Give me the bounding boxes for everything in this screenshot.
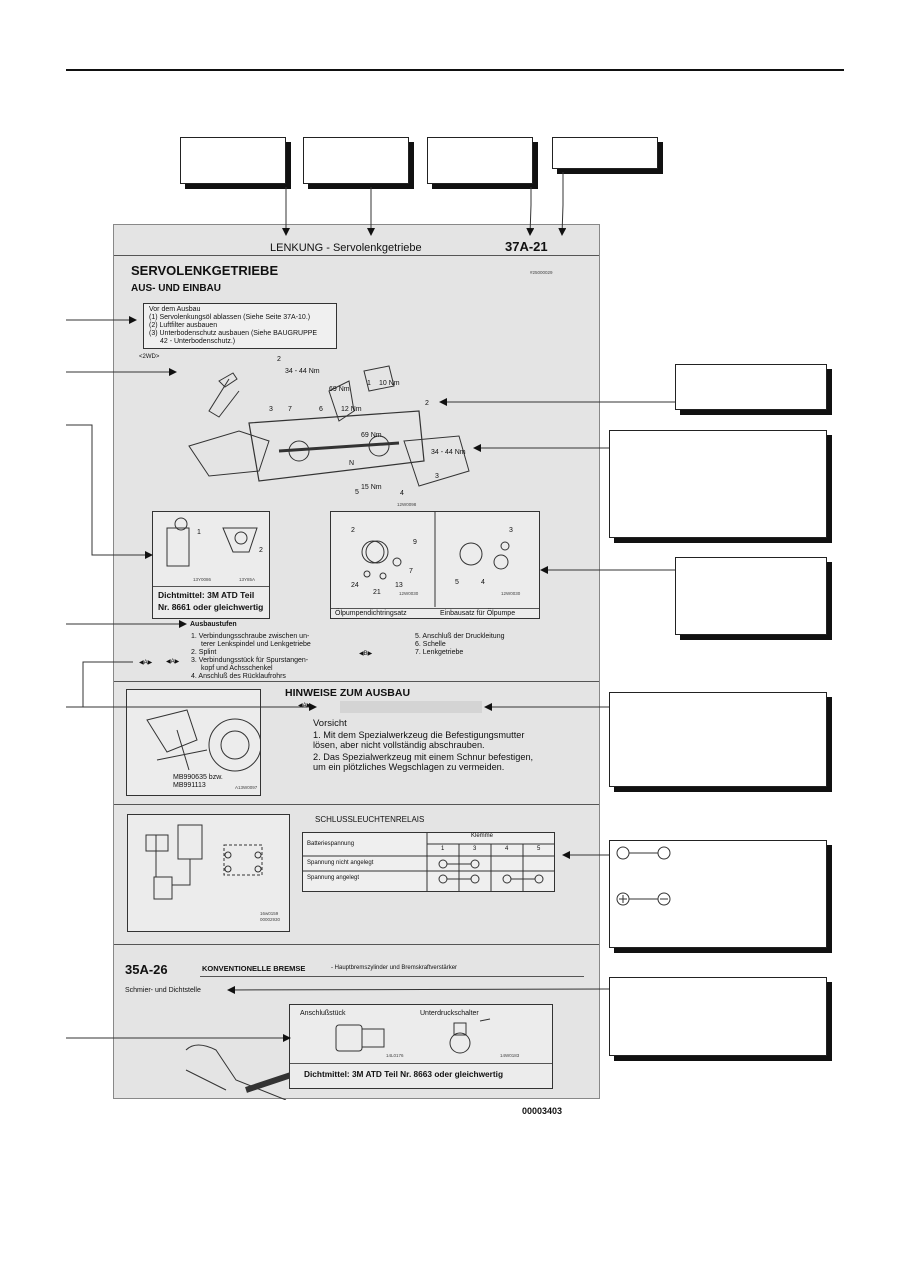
sealant-label-line2: Nr. 8661 oder gleichwertig: [158, 602, 264, 612]
removal-step: 6. Schelle: [415, 641, 446, 648]
before-removal-item: (1) Servolenkungsöl ablassen (Siehe Seite 37A-10.): [149, 314, 311, 321]
tool-code: A13W0097: [235, 785, 258, 790]
hints-item: 2. Das Spezialwerkzeug mit einem Schnur befestigen,: [313, 752, 534, 762]
diagram-label: 34 - 44 Nm: [431, 449, 466, 456]
relay-row-label: Spannung angelegt: [307, 875, 360, 881]
brake-subtitle: - Hauptbremszylinder und Bremskraftverstärker: [331, 965, 458, 971]
brake-sealant: Dichtmittel: 3M ATD Teil Nr. 8663 oder gleichwertig: [304, 1069, 504, 1079]
kit-number: 9: [413, 539, 417, 546]
kit-label-right: Einbausatz für Ölpumpe: [440, 610, 516, 617]
kit-label-left: Ölpumpendichtringsatz: [335, 610, 407, 617]
relay-terminal: 1: [441, 846, 445, 852]
kit-number: 5: [455, 579, 459, 586]
hints-marker: ◀A▶: [298, 703, 312, 709]
part-label-1: Anschlußstück: [300, 1010, 346, 1017]
svg-text:2: 2: [259, 547, 263, 554]
tool-number-1: MB990635 bzw.: [173, 774, 223, 781]
relay-row-label: Spannung nicht angelegt: [307, 860, 374, 866]
hints-item: 1. Mit dem Spezialwerkzeug die Befestigungsmutter: [313, 730, 525, 740]
removal-step: kopf und Achsschenkel: [201, 665, 273, 672]
diagram-label: 3: [435, 473, 439, 480]
marker-b: ◀B▶: [359, 651, 373, 657]
figure-number: 00003403: [522, 1106, 563, 1116]
relay-terminal: 5: [537, 846, 541, 852]
removal-step: 5. Anschluß der Druckleitung: [415, 633, 505, 640]
page-header-section: LENKUNG - Servolenkgetriebe: [270, 242, 422, 254]
diagram-label: 69 Nm: [361, 432, 382, 439]
diagram-label: 1: [367, 380, 371, 387]
diagram-label: 3: [269, 406, 273, 413]
kit-number: 7: [409, 568, 413, 575]
diagram-label: 34 - 44 Nm: [285, 368, 320, 375]
kit-code-left: 12W0030: [399, 591, 419, 596]
kit-number: 4: [481, 579, 485, 586]
svg-text:1: 1: [197, 529, 201, 536]
before-removal-item: (3) Unterbodenschutz ausbauen (Siehe BAUGRUPPE: [149, 330, 318, 337]
diagram-label: 4: [400, 490, 404, 497]
relay-code-1: 16w0159: [260, 911, 279, 916]
removal-step: 7. Lenkgetriebe: [415, 649, 464, 656]
relay-row-label: Batteriespannung: [307, 841, 355, 847]
kit-number: 3: [509, 527, 513, 534]
part-code-2: 14W0183: [500, 1053, 520, 1058]
relay-code-2: 00002930: [260, 917, 281, 922]
part-label-2: Unterdruckschalter: [420, 1010, 479, 1017]
diagram-label: 15 Nm: [361, 484, 382, 491]
marker-a: ◀A▶: [166, 659, 180, 665]
relay-terminal: 3: [473, 846, 477, 852]
removal-step: terer Lenkspindel und Lenkgetriebe: [201, 641, 311, 648]
lube-label: Schmier- und Dichtstelle: [125, 987, 201, 994]
kit-number: 2: [351, 527, 355, 534]
title-code: #25000029: [530, 270, 553, 275]
relay-terminal: 4: [505, 846, 509, 852]
brake-title: KONVENTIONELLE BREMSE: [202, 964, 306, 973]
before-removal-heading: Vor dem Ausbau: [149, 306, 201, 313]
removal-step: 3. Verbindungsstück für Spurstangen-: [191, 657, 309, 664]
sealant-label-line1: Dichtmittel: 3M ATD Teil: [158, 590, 255, 600]
hints-item: lösen, aber nicht vollständig abschrauben.: [313, 740, 485, 750]
hints-item: um ein plötzliches Wegschlagen zu vermeiden.: [313, 762, 505, 772]
kit-number: 13: [395, 582, 403, 589]
sealant-code-2: 13Y85A: [239, 577, 256, 582]
hints-heading: HINWEISE ZUM AUSBAU: [285, 687, 411, 699]
diagram-label: N: [349, 460, 355, 467]
diagram-label: 2: [277, 356, 281, 363]
diagram-label: 6: [319, 406, 323, 413]
diagram-code: 12W0098: [397, 502, 417, 507]
diagram-label: 5: [355, 489, 359, 496]
kit-number: 21: [373, 589, 381, 596]
sealant-code-1: 13Y0086: [193, 577, 212, 582]
removal-steps-heading: Ausbaustufen: [190, 621, 237, 628]
diagram-label: 7: [288, 406, 292, 413]
relay-heading: SCHLUSSLEUCHTENRELAIS: [315, 815, 425, 824]
diagram-label: 12 Nm: [341, 406, 362, 413]
outer-marker-a: ◀A▶: [139, 660, 153, 666]
brake-page-number: 35A-26: [125, 962, 168, 977]
page-header-number: 37A-21: [505, 239, 548, 254]
page-subtitle: AUS- UND EINBAU: [131, 283, 221, 294]
before-removal-item: (2) Luftfilter ausbauen: [149, 322, 218, 329]
variant-label: <2WD>: [139, 354, 160, 360]
part-code-1: 14L0176: [386, 1053, 404, 1058]
removal-step: 4. Anschluß des Rücklaufrohrs: [191, 673, 286, 680]
kit-code-right: 12W0030: [501, 591, 521, 596]
hints-caution: Vorsicht: [313, 718, 347, 729]
diagram-label: 2: [425, 400, 429, 407]
page-title: SERVOLENKGETRIEBE: [131, 263, 279, 278]
removal-step: 2. Splint: [191, 649, 217, 656]
diagram-label: 10 Nm: [379, 380, 400, 387]
relay-col-header: Klemme: [471, 833, 494, 839]
removal-step: 1. Verbindungsschraube zwischen un-: [191, 633, 310, 640]
tool-number-2: MB991113: [173, 782, 206, 789]
kit-number: 24: [351, 582, 359, 589]
before-removal-item: 42 - Unterbodenschutz.): [160, 338, 236, 345]
diagram-label: 69 Nm: [329, 386, 350, 393]
